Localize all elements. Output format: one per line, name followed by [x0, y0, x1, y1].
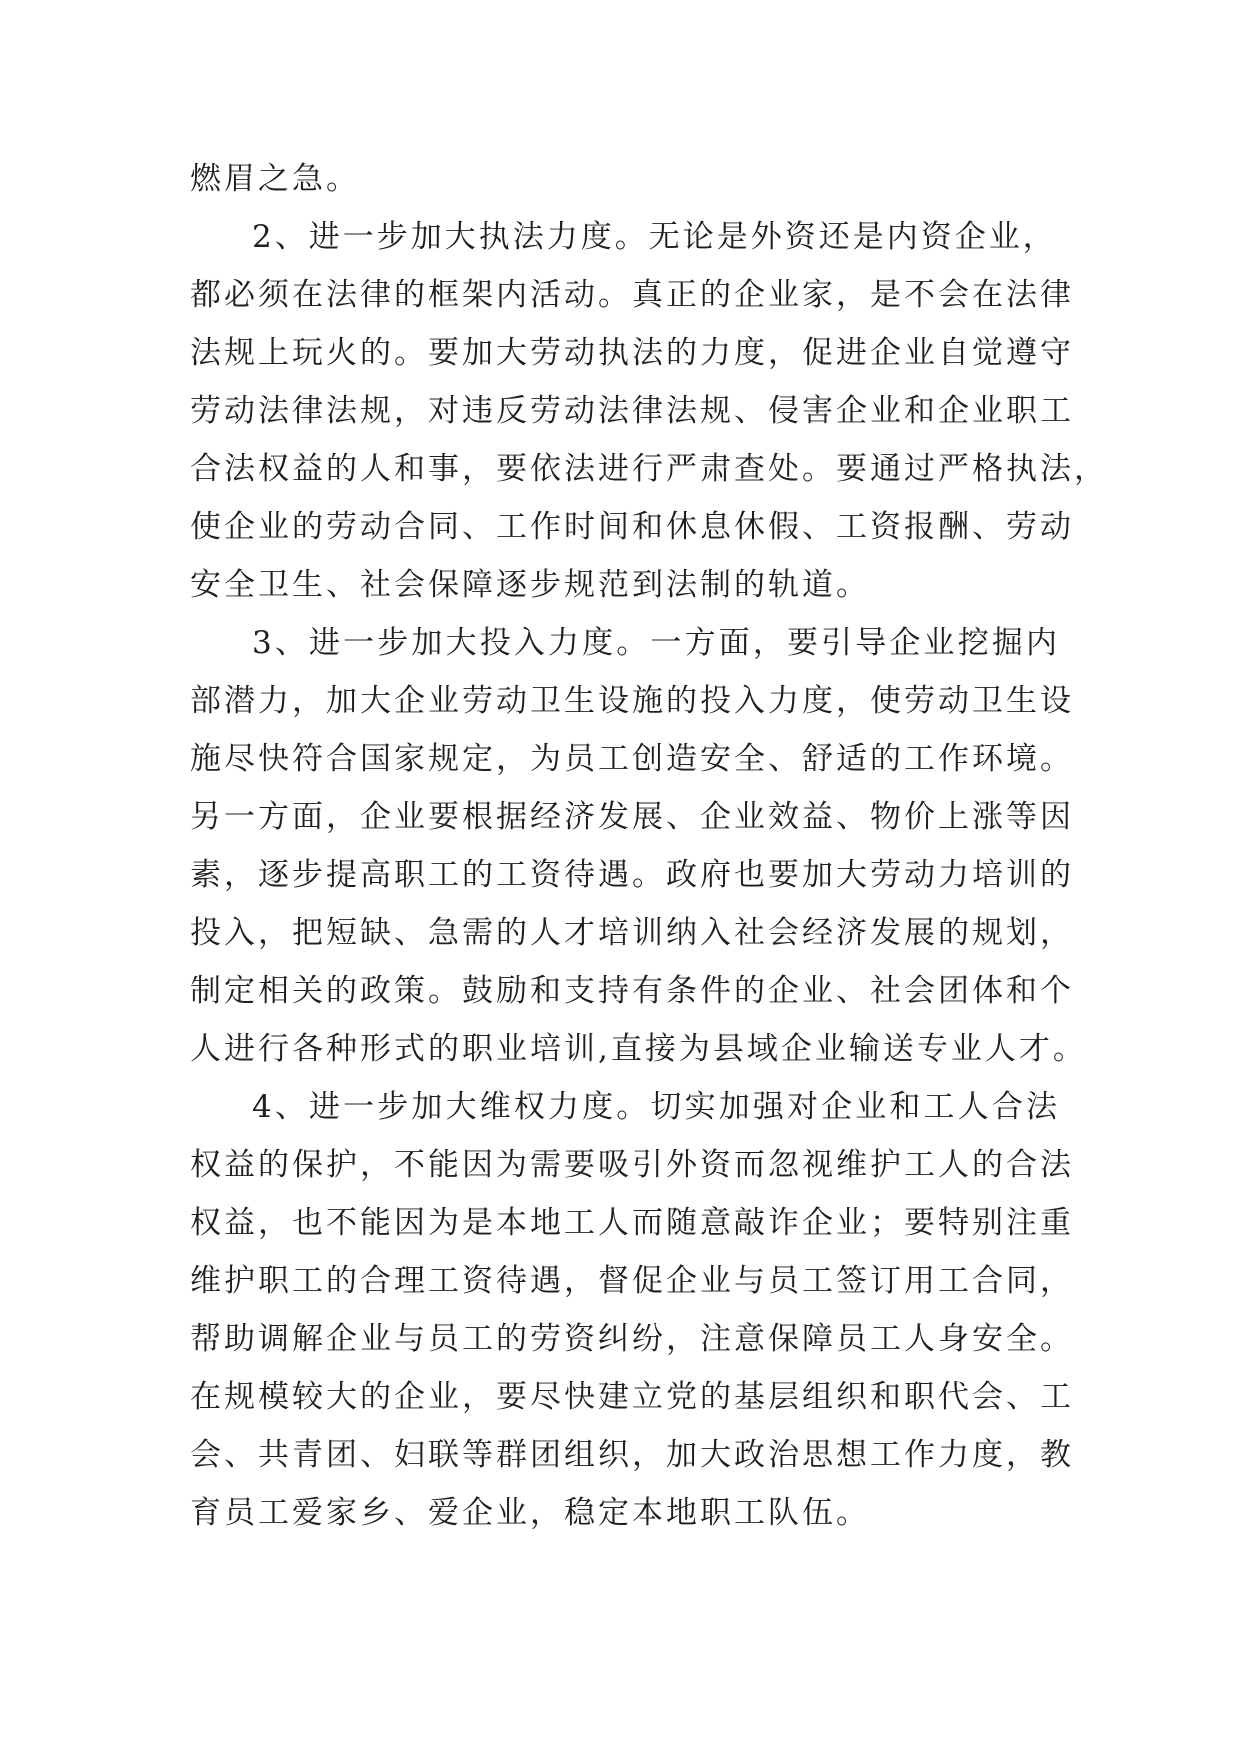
paragraph-2-first-line: 2、进一步加大执法力度。无论是外资还是内资企业，	[252, 219, 1057, 255]
text-line: 法规上玩火的。要加大劳动执法的力度，促进企业自觉遵守	[190, 335, 1074, 371]
text-line: 权益，也不能因为是本地工人而随意敲诈企业；要特别注重	[190, 1205, 1074, 1241]
document-body	[190, 150, 1108, 1542]
text-line: 在规模较大的企业，要尽快建立党的基层组织和职代会、工	[190, 1379, 1074, 1415]
text-line: 都必须在法律的框架内活动。真正的企业家，是不会在法律	[190, 277, 1074, 313]
text-line: 会、共青团、妇联等群团组织，加大政治思想工作力度，教	[190, 1437, 1074, 1473]
text-line: 维护职工的合理工资待遇，督促企业与员工签订用工合同，	[190, 1263, 1074, 1299]
text-line: 育员工爱家乡、爱企业，稳定本地职工队伍。	[190, 1495, 870, 1531]
text-line: 制定相关的政策。鼓励和支持有条件的企业、社会团体和个	[190, 973, 1074, 1009]
text-line: 投入，把短缺、急需的人才培训纳入社会经济发展的规划，	[190, 915, 1074, 951]
text-line: 施尽快符合国家规定，为员工创造安全、舒适的工作环境。	[190, 741, 1074, 777]
text-line: 权益的保护，不能因为需要吸引外资而忽视维护工人的合法	[190, 1147, 1074, 1183]
text-line: 合法权益的人和事，要依法进行严肃查处。要通过严格执法，	[190, 451, 1108, 487]
paragraph-4-first-line: 4、进一步加大维权力度。切实加强对企业和工人合法	[252, 1089, 1060, 1125]
text-line: 劳动法律法规，对违反劳动法律法规、侵害企业和企业职工	[190, 393, 1074, 429]
text-line: 部潜力，加大企业劳动卫生设施的投入力度，使劳动卫生设	[190, 683, 1074, 719]
text-line: 安全卫生、社会保障逐步规范到法制的轨道。	[190, 567, 870, 603]
text-line: 素，逐步提高职工的工资待遇。政府也要加大劳动力培训的	[190, 857, 1074, 893]
text-line: 另一方面，企业要根据经济发展、企业效益、物价上涨等因	[190, 799, 1074, 835]
paragraph-3-first-line: 3、进一步加大投入力度。一方面，要引导企业挖掘内	[252, 625, 1060, 661]
text-line: 人进行各种形式的职业培训,直接为县域企业输送专业人才。	[190, 1031, 1087, 1067]
text-line: 使企业的劳动合同、工作时间和休息休假、工资报酬、劳动	[190, 509, 1074, 545]
text-line: 帮助调解企业与员工的劳资纠纷，注意保障员工人身安全。	[190, 1321, 1074, 1357]
text-line: 燃眉之急。	[190, 161, 360, 197]
